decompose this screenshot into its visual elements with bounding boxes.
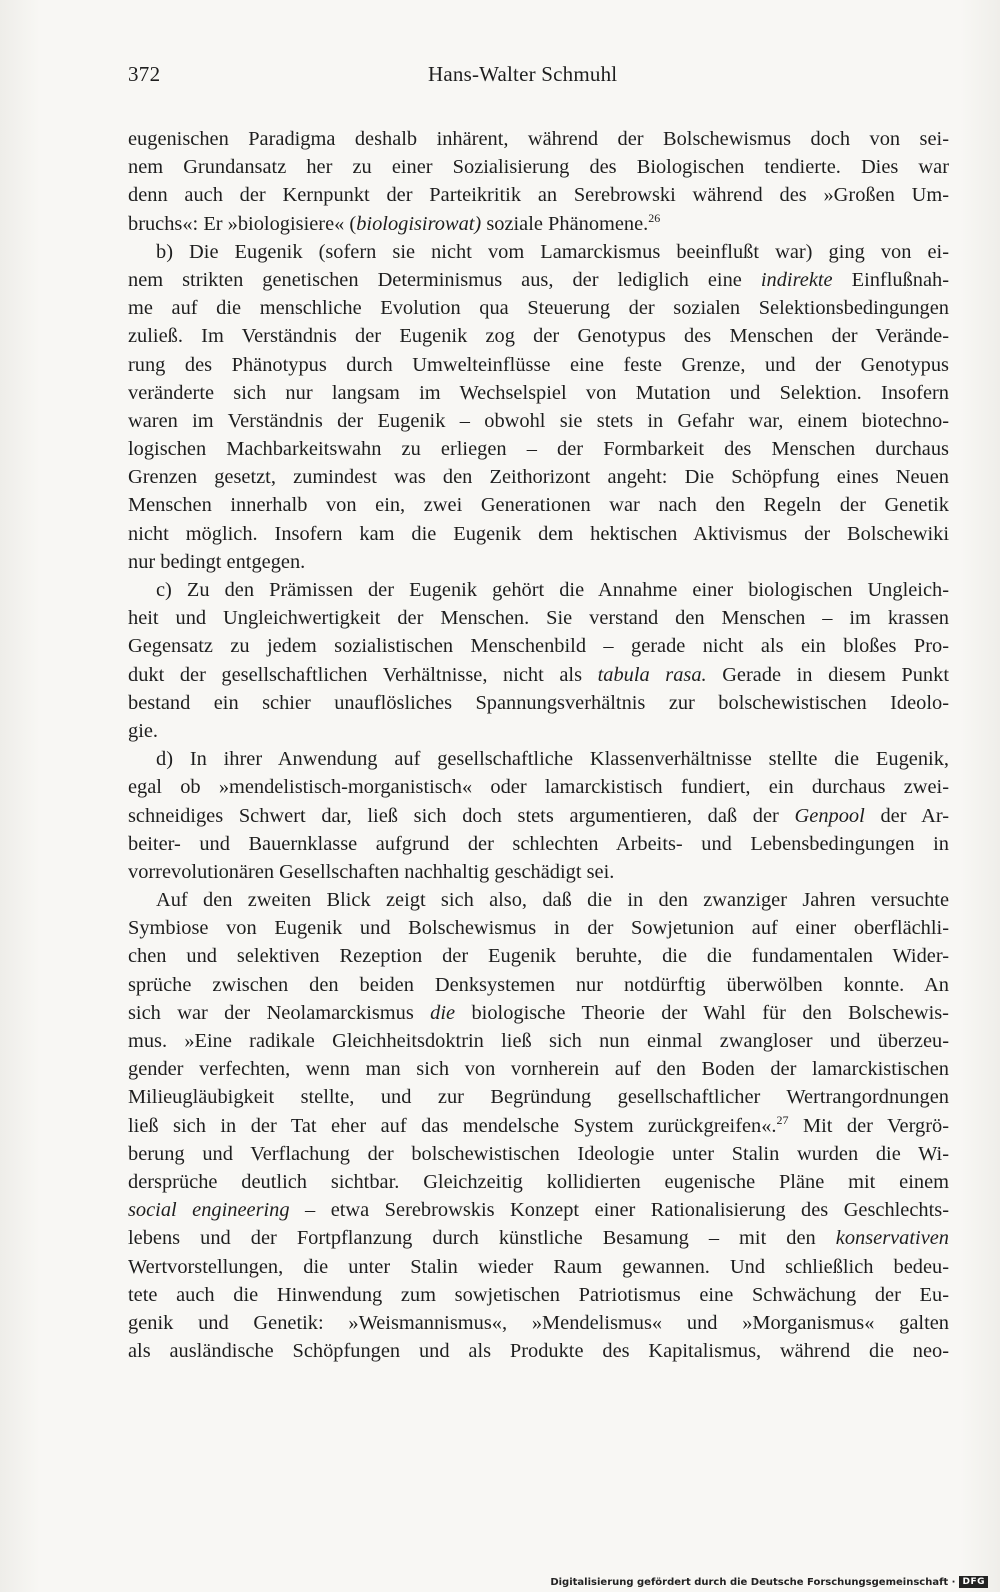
line-text: dukt der gesellschaftlichen Verhältnisse, nicht als bbox=[128, 663, 598, 686]
line-text: waren im Verständnis der Eugenik – obwohl sie stets in Gefahr war, einem biotechno- bbox=[128, 409, 949, 432]
text-line bbox=[128, 576, 949, 604]
line-text: chen und selektiven Rezeption der Eugenik beruhte, die die fundamentalen Wider- bbox=[128, 945, 949, 968]
text-line bbox=[128, 1253, 949, 1281]
line-text: eugenischen Paradigma deshalb inhärent, während der Bolschewismus doch von sei- bbox=[128, 128, 949, 150]
dfg-logo-icon: DFG bbox=[959, 1576, 988, 1588]
line-text: me auf die menschliche Evolution qua Steuerung der sozialen Selektionsbedingungen bbox=[128, 297, 949, 320]
digitization-footer bbox=[550, 1576, 988, 1588]
text-line bbox=[128, 773, 949, 801]
line-text: genik und Genetik: »Weismannismus«, »Mendelismus« und »Morganismus« galten bbox=[128, 1311, 949, 1334]
text-line bbox=[128, 858, 949, 886]
text-line bbox=[128, 1027, 949, 1055]
text-line bbox=[128, 745, 949, 773]
italic-term: konservativen bbox=[835, 1227, 949, 1250]
line-text: als ausländische Schöpfungen und als Produkte des Kapitalismus, während die neo- bbox=[128, 1340, 949, 1363]
text-line bbox=[128, 491, 949, 519]
text-line bbox=[128, 632, 949, 660]
text-line bbox=[128, 181, 949, 209]
text-line bbox=[128, 1281, 949, 1309]
line-text: d) In ihrer Anwendung auf gesellschaftliche Klassenverhältnisse stellte die Eugenik, bbox=[156, 748, 949, 771]
text-line bbox=[128, 520, 949, 548]
text-line bbox=[128, 1337, 949, 1365]
page-header bbox=[128, 62, 948, 92]
italic-term: social engineering bbox=[128, 1199, 290, 1222]
line-text: Symbiose von Eugenik und Bolschewismus in der Sowjetunion auf einer oberflächli- bbox=[128, 917, 949, 940]
line-text: sich war der Neolamarckismus bbox=[128, 1001, 431, 1024]
text-line bbox=[128, 717, 949, 745]
line-text: biologische Theorie der Wahl für den Bolschewis- bbox=[455, 1001, 949, 1024]
line-text: sprüche zwischen den beiden Denksystemen nur notdürftig überwölben konnte. An bbox=[128, 973, 949, 996]
line-text: soziale Phänomene. bbox=[481, 212, 649, 235]
italic-term: tabula rasa. bbox=[597, 663, 707, 686]
line-text: nur bedingt entgegen. bbox=[128, 550, 306, 573]
text-line bbox=[128, 830, 949, 858]
line-text: bestand ein schier unauflösliches Spannungsverhältnis zur bolschewistischen Ideolo- bbox=[128, 691, 949, 714]
line-text: Milieugläubigkeit stellte, und zur Begründung gesellschaftlicher Wertrangordnungen bbox=[128, 1086, 949, 1109]
text-line bbox=[128, 379, 949, 407]
text-line bbox=[128, 125, 949, 153]
line-text: Auf den zweiten Blick zeigt sich also, daß die in den zwanziger Jahren versuchte bbox=[156, 889, 949, 912]
line-text: dersprüche deutlich sichtbar. Gleichzeitig kollidierten eugenische Pläne mit einem bbox=[128, 1170, 949, 1193]
text-line bbox=[128, 1309, 949, 1337]
line-text: nicht möglich. Insofern kam die Eugenik dem hektischen Aktivismus der Bolschewiki bbox=[128, 522, 949, 545]
line-text: veränderte sich nur langsam im Wechselspiel von Mutation und Selektion. Insofern bbox=[128, 381, 949, 404]
line-text: gie. bbox=[128, 719, 159, 742]
line-text: mus. »Eine radikale Gleichheitsdoktrin ließ sich nun einmal zwangloser und überzeu- bbox=[128, 1030, 949, 1052]
line-text: der Ar- bbox=[864, 804, 949, 827]
line-text: Wertvorstellungen, die unter Stalin wieder Raum gewannen. Und schließlich bedeu- bbox=[128, 1255, 949, 1278]
text-line bbox=[128, 914, 949, 942]
text-line bbox=[128, 604, 949, 632]
text-line bbox=[128, 153, 949, 181]
text-line bbox=[128, 1196, 949, 1224]
text-line bbox=[128, 266, 949, 294]
footer-credit: Digitalisierung gefördert durch die Deutsche Forschungsgemeinschaft · bbox=[550, 1576, 956, 1588]
text-line bbox=[128, 661, 949, 689]
line-text: Grenzen gesetzt, zumindest was den Zeithorizont angeht: Die Schöpfung eines Neuen bbox=[128, 466, 949, 489]
line-text: rung des Phänotypus durch Umwelteinflüsse eine feste Grenze, und der Genotypus bbox=[128, 353, 949, 376]
text-line bbox=[128, 435, 949, 463]
line-text: zuließ. Im Verständnis der Eugenik zog der Genotypus des Menschen der Verände- bbox=[128, 325, 949, 348]
line-text: gender verfechten, wenn man sich von vornherein auf den Boden der lamarckistischen bbox=[128, 1058, 949, 1081]
text-line bbox=[128, 1140, 949, 1168]
line-text: tete auch die Hinwendung zum sowjetischen Patriotismus eine Schwächung der Eu- bbox=[128, 1283, 949, 1306]
line-text: berung und Verflachung der bolschewistischen Ideologie unter Stalin wurden die Wi- bbox=[128, 1142, 949, 1165]
line-text: – etwa Serebrowskis Konzept einer Rationalisierung des Geschlechts- bbox=[289, 1199, 949, 1222]
line-text: Mit der Vergrö- bbox=[788, 1114, 949, 1137]
line-text: beiter- und Bauernklasse aufgrund der schlechten Arbeits- und Lebensbedingungen in bbox=[128, 832, 949, 855]
text-line bbox=[128, 1168, 949, 1196]
text-line bbox=[128, 971, 949, 999]
text-line bbox=[128, 999, 949, 1027]
running-head: Hans-Walter Schmuhl bbox=[428, 62, 618, 86]
line-text: bruchs«: Er »biologisiere« ( bbox=[128, 212, 357, 235]
line-text: vorrevolutionären Gesellschaften nachhaltig geschädigt sei. bbox=[128, 860, 615, 883]
line-text: logischen Machbarkeitswahn zu erliegen – der Formbarkeit des Menschen durchaus bbox=[128, 438, 949, 461]
line-text: ließ sich in der Tat eher auf das mendelsche System zurückgreifen«. bbox=[128, 1114, 777, 1137]
text-line bbox=[128, 351, 949, 379]
italic-term: biologisirowat) bbox=[356, 212, 482, 235]
footnote-marker: 27 bbox=[776, 1112, 789, 1127]
line-text: Menschen innerhalb von ein, zwei Generationen war nach den Regeln der Genetik bbox=[128, 494, 949, 517]
line-text: lebens und der Fortpflanzung durch künstliche Besamung – mit den bbox=[128, 1227, 836, 1250]
text-line bbox=[128, 886, 949, 914]
line-text: denn auch der Kernpunkt der Parteikritik an Serebrowski während des »Großen Um- bbox=[128, 184, 949, 207]
text-line bbox=[128, 463, 949, 491]
line-text: schneidiges Schwert dar, ließ sich doch stets argumentieren, daß der bbox=[128, 804, 795, 827]
page-number: 372 bbox=[128, 62, 161, 86]
text-line bbox=[128, 322, 949, 350]
text-line bbox=[128, 407, 949, 435]
italic-term: die bbox=[430, 1001, 456, 1024]
line-text: b) Die Eugenik (sofern sie nicht vom Lamarckismus beeinflußt war) ging von ei- bbox=[156, 240, 949, 263]
text-line bbox=[128, 1112, 949, 1140]
text-line bbox=[128, 238, 949, 266]
text-line bbox=[128, 210, 949, 238]
italic-term: Genpool bbox=[794, 804, 865, 827]
text-line bbox=[128, 1055, 949, 1083]
text-line bbox=[128, 548, 949, 576]
body-text bbox=[128, 125, 949, 1365]
text-line bbox=[128, 1083, 949, 1111]
line-text: Gegensatz zu jedem sozialistischen Menschenbild – gerade nicht als ein bloßes Pro- bbox=[128, 635, 949, 658]
line-text: heit und Ungleichwertigkeit der Menschen. Sie verstand den Menschen – im krassen bbox=[128, 607, 949, 630]
text-line bbox=[128, 802, 949, 830]
footnote-marker: 26 bbox=[648, 210, 661, 225]
text-line bbox=[128, 294, 949, 322]
line-text: Einflußnah- bbox=[832, 268, 950, 291]
line-text: nem Grundansatz her zu einer Sozialisierung des Biologischen tendierte. Dies war bbox=[128, 156, 949, 179]
text-line bbox=[128, 689, 949, 717]
text-line bbox=[128, 1224, 949, 1252]
line-text: egal ob »mendelistisch-morganistisch« oder lamarckistisch fundiert, ein durchaus zwei- bbox=[128, 776, 949, 799]
line-text: nem strikten genetischen Determinismus aus, der lediglich eine bbox=[128, 268, 761, 291]
text-line bbox=[128, 942, 949, 970]
italic-term: indirekte bbox=[760, 268, 833, 291]
line-text: c) Zu den Prämissen der Eugenik gehört die Annahme einer biologischen Ungleich- bbox=[156, 579, 949, 601]
line-text: Gerade in diesem Punkt bbox=[706, 663, 949, 686]
